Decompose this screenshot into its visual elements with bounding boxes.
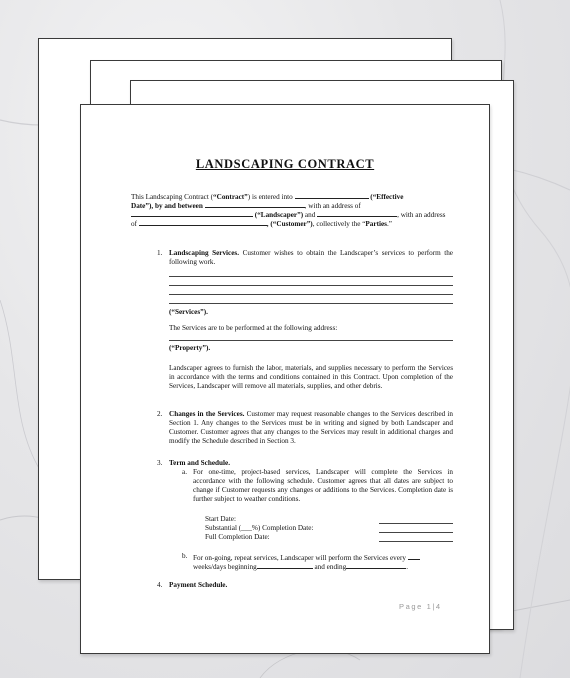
customer-name-field[interactable] [317,209,397,217]
landscaper-name-field[interactable] [205,200,305,208]
document-title: LANDSCAPING CONTRACT [195,157,375,171]
effective-date-field[interactable] [295,191,369,199]
ending-date-field[interactable] [346,561,406,569]
address-instruction: The Services are to be performed at the following address: [169,324,338,332]
beginning-date-field[interactable] [257,561,313,569]
section-3b-line-1: For on-going, repeat services, Landscaper will perform the Services every [193,552,420,563]
section-2-paragraph: Changes in the Services. Customer may request reasonable changes to the Services described in Section 1. Any changes to the Services must be in writing and signed by both Landscaper and Customer. Customer agrees that any changes to the Services may result in additional charges and modify the Schedule described in Section 3. [169,410,454,445]
contract-document [81,105,489,653]
landscaper-address-field[interactable] [131,209,253,217]
section-4-number: 4. [157,581,163,589]
section-1-number: 1. [157,249,163,257]
start-date-label: Start Date: [205,515,236,523]
section-1-intro: Landscaping Services. Customer wishes to obtain the Landscaper’s services to perform the following work. [169,249,453,266]
intro-line-4: of , (“Customer”), collectively the “Parties.” [131,220,392,228]
section-4-heading: Payment Schedule. [169,581,228,589]
section-3-number: 3. [157,459,163,467]
section-3b-line-2: weeks/days beginning and ending . [193,563,409,571]
intro-line-1: This Landscaping Contract (“Contract”) is entered into (“Effective [131,193,404,201]
section-3a-paragraph: For one-time, project-based services, Landscaper will complete the Services in accordance with the following schedule. Customer agrees that all dates are subject to change if Customer requests any changes or additions to the Services. Completion date is further subject to weather conditions. [193,468,453,503]
section-1-paragraph: Landscaper agrees to furnish the labor, materials, and supplies necessary to perform the Services in accordance with the terms and conditions contained in this Contract. Upon completion of the Services, Landscaper will remove all materials, supplies, and other debris. [169,364,453,390]
frequency-field[interactable] [408,552,420,560]
property-address-line[interactable] [169,340,453,341]
services-line-2[interactable] [169,285,453,286]
section-3a-label: a. [182,468,187,476]
section-3b-label: b. [182,552,188,560]
services-label: (“Services”). [169,308,208,316]
customer-address-field[interactable] [139,218,267,226]
services-line-4[interactable] [169,303,453,304]
services-line-3[interactable] [169,294,453,295]
property-label: (“Property”). [169,344,211,352]
full-completion-label: Full Completion Date: [205,533,270,541]
substantial-completion-field[interactable] [379,532,453,533]
start-date-field[interactable] [379,523,453,524]
front-page [80,104,490,654]
intro-line-2: Date”), by and between , with an address of [131,202,361,210]
section-3-heading: Term and Schedule. [169,459,231,467]
section-2-number: 2. [157,410,163,418]
full-completion-field[interactable] [379,541,453,542]
substantial-completion-label: Substantial (___%) Completion Date: [205,524,314,532]
intro-line-3: (“Landscaper”) and , with an address [131,209,445,220]
services-line-1[interactable] [169,276,453,277]
page-number: Page 1|4 [399,602,442,611]
